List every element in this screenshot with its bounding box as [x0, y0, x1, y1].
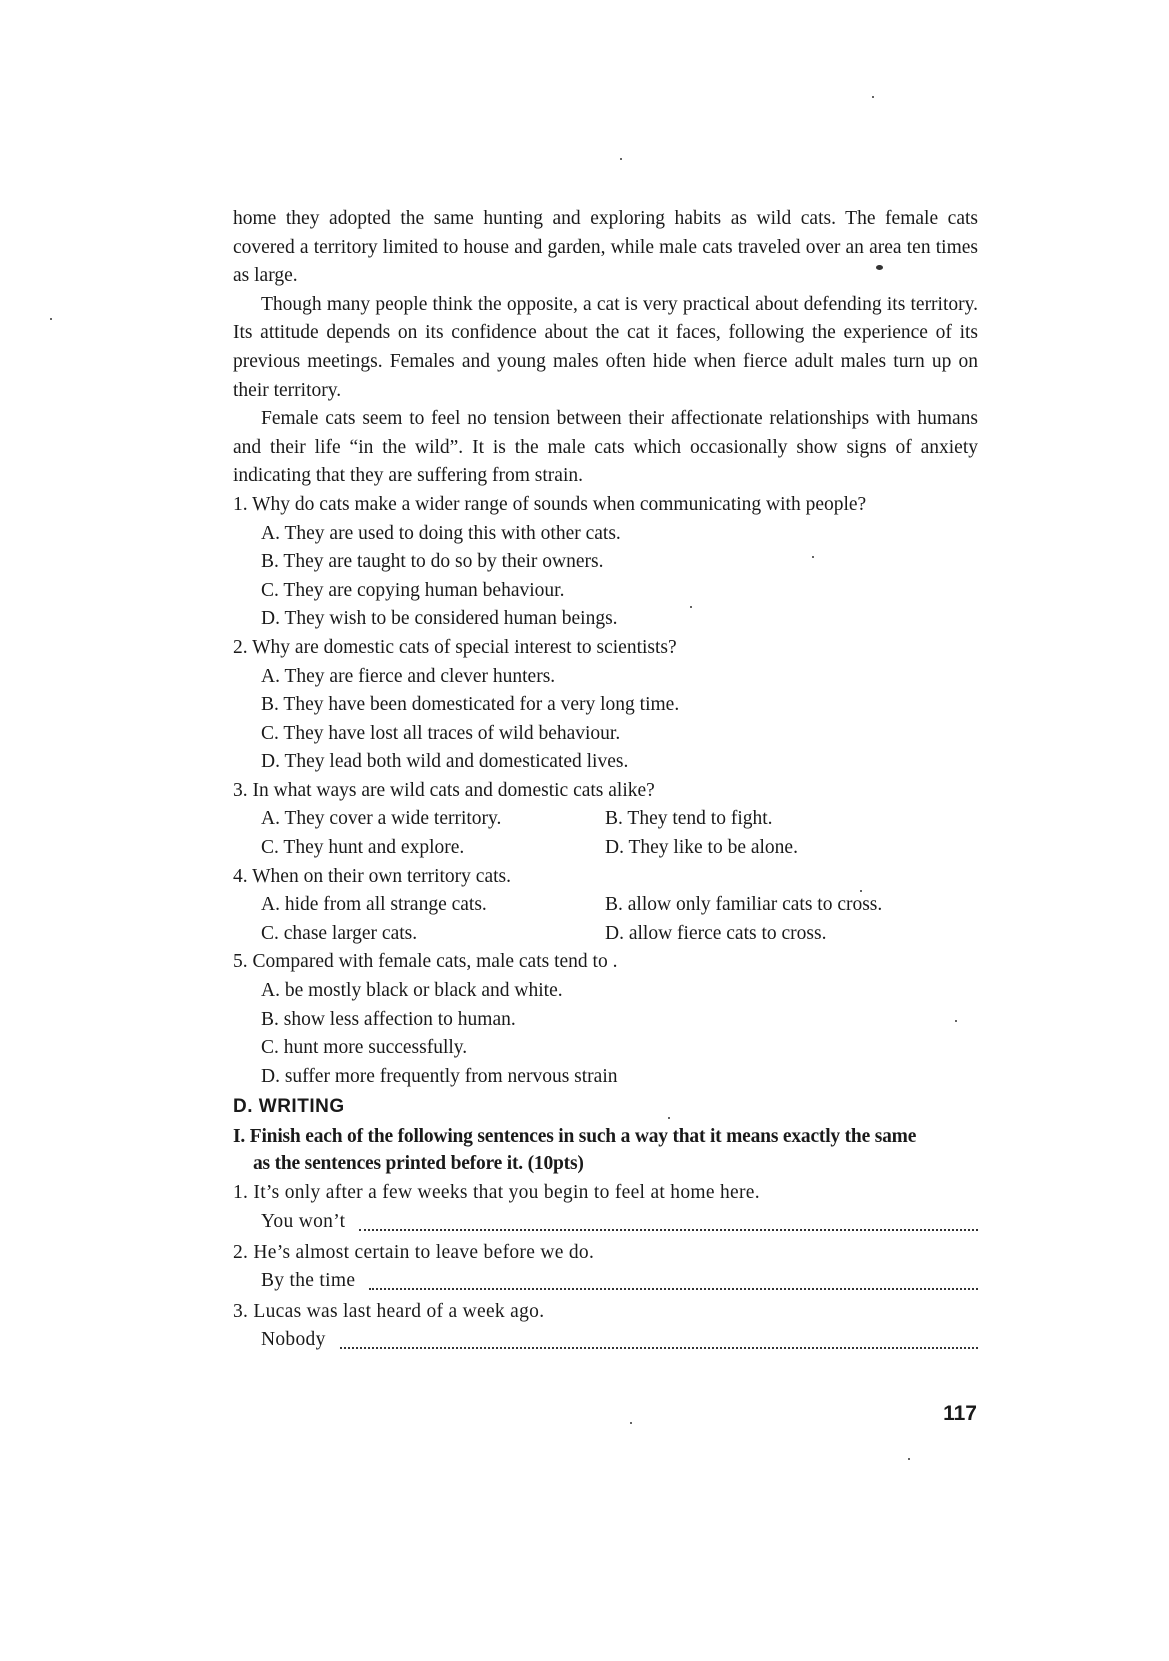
reading-paragraph: home they adopted the same hunting and exploring habits as wild cats. The female cats covered a territory limited to house and garden, while male cats traveled over an area ten times as large.	[233, 208, 978, 287]
writing-item	[233, 1179, 978, 1236]
answer-option: A. hide from all strange cats.	[261, 894, 487, 916]
answer-option: D. They lead both wild and domesticated lives.	[261, 751, 629, 773]
answer-line	[261, 1267, 978, 1296]
option-row	[261, 920, 978, 949]
question-block	[233, 948, 978, 1091]
scan-speck	[872, 96, 874, 98]
answer-option: C. They are copying human behaviour.	[261, 579, 565, 601]
answer-option: A. They are fierce and clever hunters.	[261, 665, 556, 687]
scan-speck	[690, 606, 692, 608]
answer-lead: Nobody	[261, 1329, 326, 1351]
scan-speck	[668, 1117, 670, 1119]
question-text: 1. Why do cats make a wider range of sounds when communicating with people?	[233, 493, 867, 515]
answer-option: B. They tend to fight.	[605, 808, 773, 830]
document-page	[233, 205, 978, 1355]
answer-option: B. allow only familiar cats to cross.	[605, 894, 883, 916]
section-title: D. WRITING	[233, 1096, 345, 1118]
answer-lead: By the time	[261, 1270, 356, 1292]
answer-option: C. chase larger cats.	[261, 922, 418, 944]
answer-option: D. suffer more frequently from nervous strain	[261, 1065, 618, 1087]
reading-paragraph: Female cats seem to feel no tension between their affectionate relationships with humans and their life “in the wild”. It is the male cats which occasionally show signs of anxiety indicating that they are suffering from strain.	[233, 408, 978, 487]
question-block	[233, 863, 978, 949]
writing-sentence: 3. Lucas was last heard of a week ago.	[233, 1300, 545, 1322]
answer-option: A. They cover a wide territory.	[261, 808, 502, 830]
scan-speck	[876, 265, 883, 270]
question-text: 4. When on their own territory cats.	[233, 865, 511, 887]
instruction-line: I. Finish each of the following sentences in such a way that it means exactly the same	[233, 1126, 917, 1148]
answer-option: C. They have lost all traces of wild behaviour.	[261, 722, 621, 744]
writing-item	[233, 1239, 978, 1296]
scan-speck	[50, 318, 52, 320]
question-block	[233, 634, 978, 777]
answer-blank[interactable]	[369, 1270, 978, 1290]
option-row	[261, 805, 978, 834]
question-text: 3. In what ways are wild cats and domestic cats alike?	[233, 779, 655, 801]
question-block	[233, 777, 978, 863]
answer-blank[interactable]	[359, 1211, 978, 1231]
scan-speck	[955, 1020, 957, 1022]
page-number: 117	[943, 1402, 977, 1425]
answer-option: C. They hunt and explore.	[261, 837, 465, 859]
writing-instruction	[233, 1123, 978, 1177]
reading-paragraph: Though many people think the opposite, a cat is very practical about defending its territory. Its attitude depends on its confidence about the cat it faces, following the experience of its previous meetings. Females and young males often hide when fierce adult males turn up on their territory.	[233, 293, 978, 401]
scan-speck	[908, 1458, 910, 1460]
answer-lead: You won’t	[261, 1211, 346, 1232]
scan-speck	[620, 158, 622, 160]
question-block	[233, 491, 978, 634]
option-row	[261, 891, 978, 920]
answer-option: D. allow fierce cats to cross.	[605, 922, 827, 944]
writing-sentence: 2. He’s almost certain to leave before we do.	[233, 1241, 595, 1263]
writing-item	[233, 1298, 978, 1355]
answer-option: A. be mostly black or black and white.	[261, 980, 563, 1002]
answer-option: C. hunt more successfully.	[261, 1037, 468, 1059]
scan-speck	[860, 890, 862, 892]
question-text: 5. Compared with female cats, male cats tend to .	[233, 951, 618, 973]
scan-speck	[630, 1422, 632, 1424]
option-row	[261, 834, 978, 863]
answer-option: B. show less affection to human.	[261, 1008, 516, 1030]
writing-sentence: 1. It’s only after a few weeks that you begin to feel at home here.	[233, 1182, 760, 1204]
answer-line	[261, 1208, 978, 1237]
answer-option: A. They are used to doing this with other cats.	[261, 522, 621, 544]
answer-option: B. They are taught to do so by their owners.	[261, 551, 604, 573]
answer-line	[261, 1326, 978, 1355]
scan-speck	[812, 556, 814, 558]
answer-option: D. They like to be alone.	[605, 837, 798, 859]
question-text: 2. Why are domestic cats of special interest to scientists?	[233, 636, 677, 658]
answer-option: D. They wish to be considered human beings.	[261, 608, 618, 630]
answer-option: B. They have been domesticated for a very long time.	[261, 694, 680, 716]
instruction-line: as the sentences printed before it. (10pts)	[253, 1153, 584, 1175]
answer-blank[interactable]	[340, 1329, 978, 1349]
